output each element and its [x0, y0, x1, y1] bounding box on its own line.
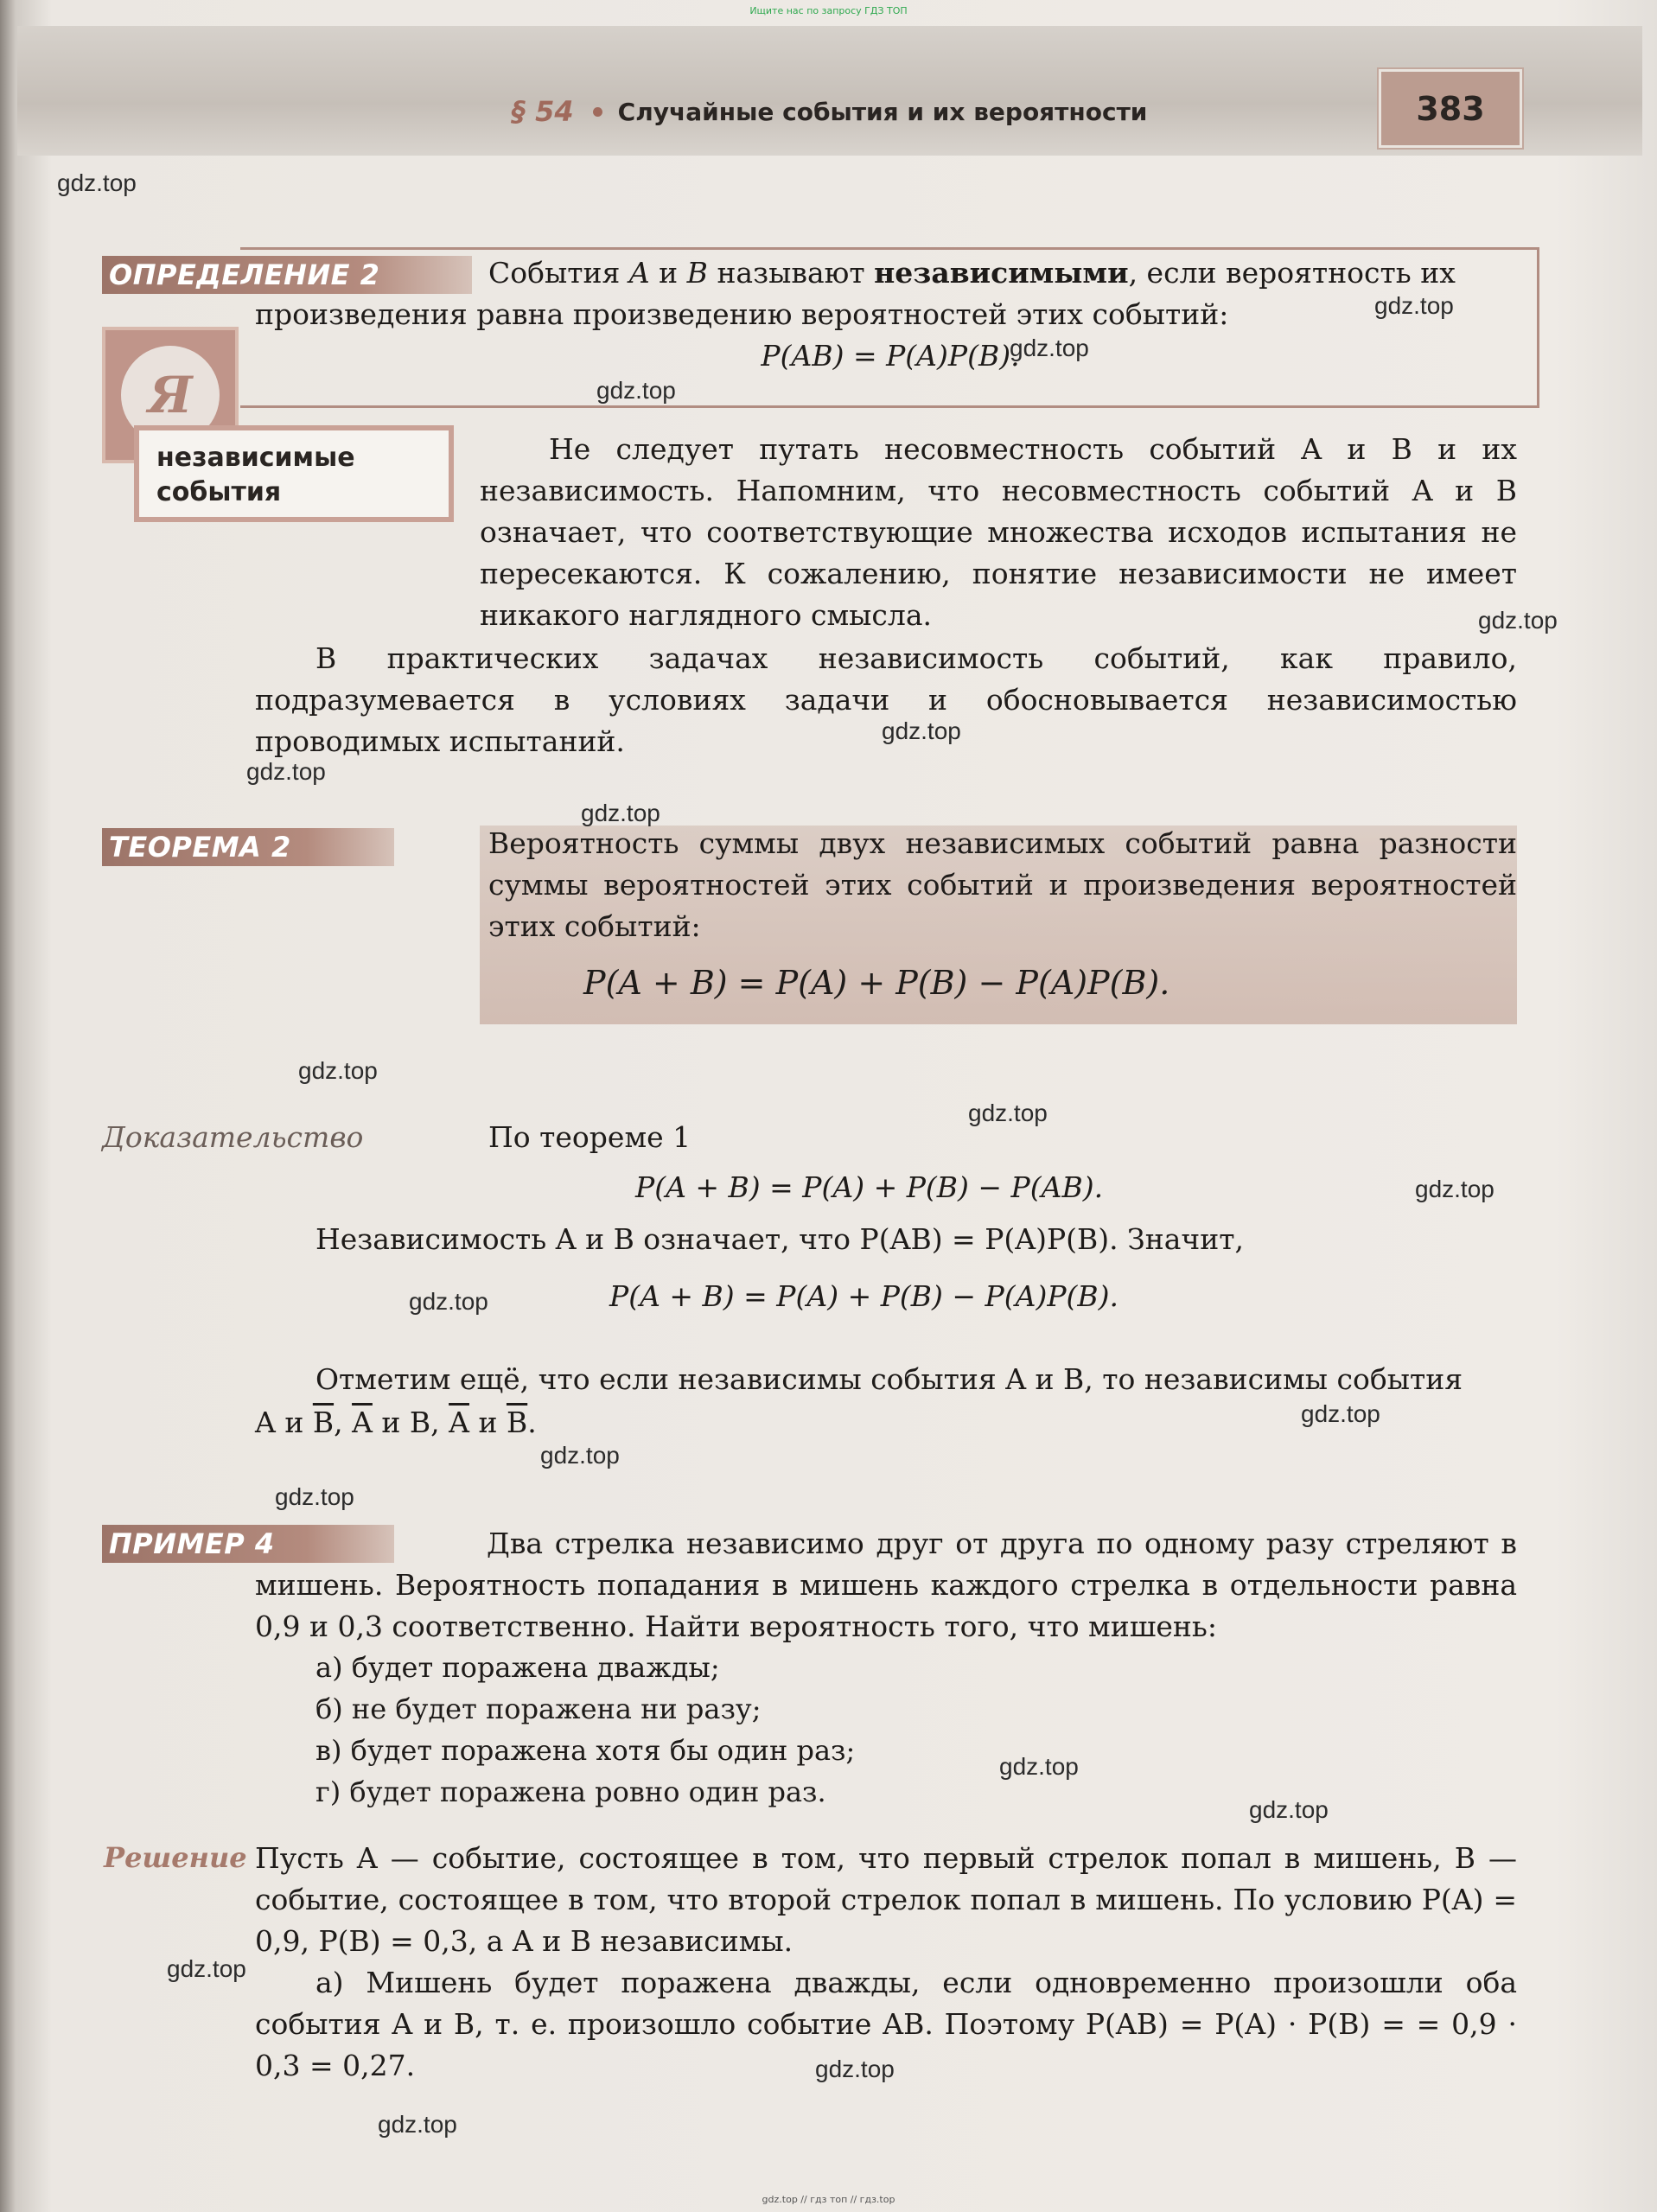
- proof-formula-1: P(A + B) = P(A) + P(B) − P(AB).: [635, 1170, 1104, 1204]
- margin-note-line-2: события: [156, 477, 282, 507]
- note-complement-b: $\overline{B}$: [506, 1406, 528, 1439]
- example-label: ПРИМЕР 4: [102, 1525, 394, 1563]
- def-word: , если вероятность их: [1128, 256, 1456, 290]
- watermark: gdz.top: [1478, 607, 1558, 634]
- watermark: gdz.top: [298, 1057, 378, 1084]
- watermark: gdz.top: [1249, 1796, 1329, 1823]
- proof-text: Независимость A и B означает, что P(AB) = P(A)P(B). Значит,: [315, 1222, 1244, 1256]
- watermark: gdz.top: [57, 169, 137, 196]
- bottom-banner: gdz.top // гдз топ // гдз.top: [762, 2194, 895, 2205]
- note-line-2: [255, 1406, 537, 1439]
- note-part: .: [527, 1406, 537, 1439]
- bullet-icon: [593, 107, 602, 117]
- section-title: Случайные события и их вероятности: [617, 97, 1148, 126]
- def-word: События: [488, 256, 621, 290]
- top-banner: Ищите нас по запросу ГДЗ ТОП: [749, 5, 908, 16]
- note-part: и: [468, 1406, 507, 1439]
- watermark: gdz.top: [882, 717, 961, 744]
- watermark: gdz.top: [1415, 1176, 1494, 1202]
- watermark: gdz.top: [968, 1100, 1048, 1126]
- note-complement-a: $\overline{A}$: [352, 1406, 373, 1439]
- watermark: gdz.top: [246, 758, 326, 785]
- example-item-c: в) будет поражена хотя бы один раз;: [315, 1734, 856, 1767]
- section-header: [512, 95, 1147, 128]
- definition-line-2: произведения равна произведению вероятностей этих событий:: [255, 297, 1229, 331]
- def-word: и: [659, 256, 679, 290]
- example-item-a: а) будет поражена дважды;: [315, 1651, 720, 1684]
- ya-letter-icon: Я: [121, 346, 220, 444]
- paragraph-practical: В практических задачах независимость событий, как правило, подразумевается в условиях задачи и обосновывается независимостью проводимых испытаний.: [255, 641, 1517, 758]
- note-part: A и: [255, 1406, 313, 1439]
- theorem-formula: P(A + B) = P(A) + P(B) − P(A)P(B).: [583, 964, 1170, 1002]
- note-line-1: Отметим ещё, что если независимы события A и B, то независимы события: [315, 1362, 1463, 1396]
- note-part: и B,: [372, 1406, 449, 1439]
- definition-label: ОПРЕДЕЛЕНИЕ 2: [102, 256, 472, 294]
- solution-text: Пусть A — событие, состоящее в том, что первый стрелок попал в мишень, B — событие, состоящее в том, что второй стрелок попал в мишень. По условию P(A) = 0,9, P(B) = 0,3, а A и B независимы.: [255, 1841, 1517, 1958]
- page-number: 383: [1379, 69, 1522, 148]
- margin-note: [134, 425, 454, 522]
- proof-formula-2: P(A + B) = P(A) + P(B) − P(A)P(B).: [609, 1279, 1119, 1313]
- note-complement-b: $\overline{B}$: [312, 1406, 335, 1439]
- watermark: gdz.top: [1374, 292, 1454, 319]
- example-item-d: г) будет поражена ровно один раз.: [315, 1775, 826, 1808]
- example-item-b: б) не будет поражена ни разу;: [315, 1692, 762, 1725]
- margin-note-line-1: независимые: [156, 443, 355, 473]
- watermark: gdz.top: [999, 1753, 1079, 1780]
- watermark: gdz.top: [409, 1288, 488, 1315]
- watermark: gdz.top: [378, 2111, 457, 2138]
- watermark: gdz.top: [167, 1955, 246, 1982]
- def-var-a: A: [628, 256, 650, 290]
- note-complement-a: $\overline{A}$: [449, 1406, 469, 1439]
- section-number: § 54: [512, 95, 574, 128]
- solution-label: Решение: [104, 1841, 247, 1874]
- definition-line-1: [255, 252, 1526, 294]
- proof-label: Доказательство: [102, 1120, 364, 1154]
- watermark: gdz.top: [1010, 335, 1089, 361]
- proof-intro: По теореме 1: [488, 1120, 691, 1154]
- definition-formula: P(AB) = P(A)P(B).: [761, 339, 1020, 373]
- watermark: gdz.top: [581, 800, 660, 826]
- def-var-b: B: [686, 256, 708, 290]
- theorem-text: Вероятность суммы двух независимых событий равна разности суммы вероятностей этих событий и произведения вероятностей этих событий:: [488, 826, 1517, 943]
- def-term: независимыми: [874, 256, 1129, 290]
- def-word: называют: [717, 256, 865, 290]
- theorem-label: ТЕОРЕМА 2: [102, 828, 394, 866]
- definition-text: [255, 252, 1526, 377]
- watermark: gdz.top: [1301, 1400, 1380, 1427]
- watermark: gdz.top: [815, 2056, 895, 2082]
- watermark: gdz.top: [596, 377, 676, 404]
- paragraph-independence: Не следует путать несовместность событий A и B и их независимость. Напомним, что несовместность событий A и B означает, что соответствующие множества исходов испытания не пересекаются. К сожалению, понятие независимости не имеет никакого наглядного смысла.: [480, 432, 1517, 632]
- solution-part-a: а) Мишень будет поражена дважды, если одновременно произошли оба события A и B, т. е. произошло событие AB. Поэтому P(AB) = P(A) · P(B) = = 0,9 · 0,3 = 0,27.: [255, 1966, 1517, 2082]
- example-text: Два стрелка независимо друг от друга по одному разу стреляют в мишень. Вероятность попадания в мишень каждого стрелка в отдельности равна 0,9 и 0,3 соответственно. Найти вероятность того, что мишень:: [255, 1527, 1517, 1643]
- note-part: ,: [334, 1406, 353, 1439]
- watermark: gdz.top: [540, 1442, 620, 1469]
- watermark: gdz.top: [275, 1483, 354, 1510]
